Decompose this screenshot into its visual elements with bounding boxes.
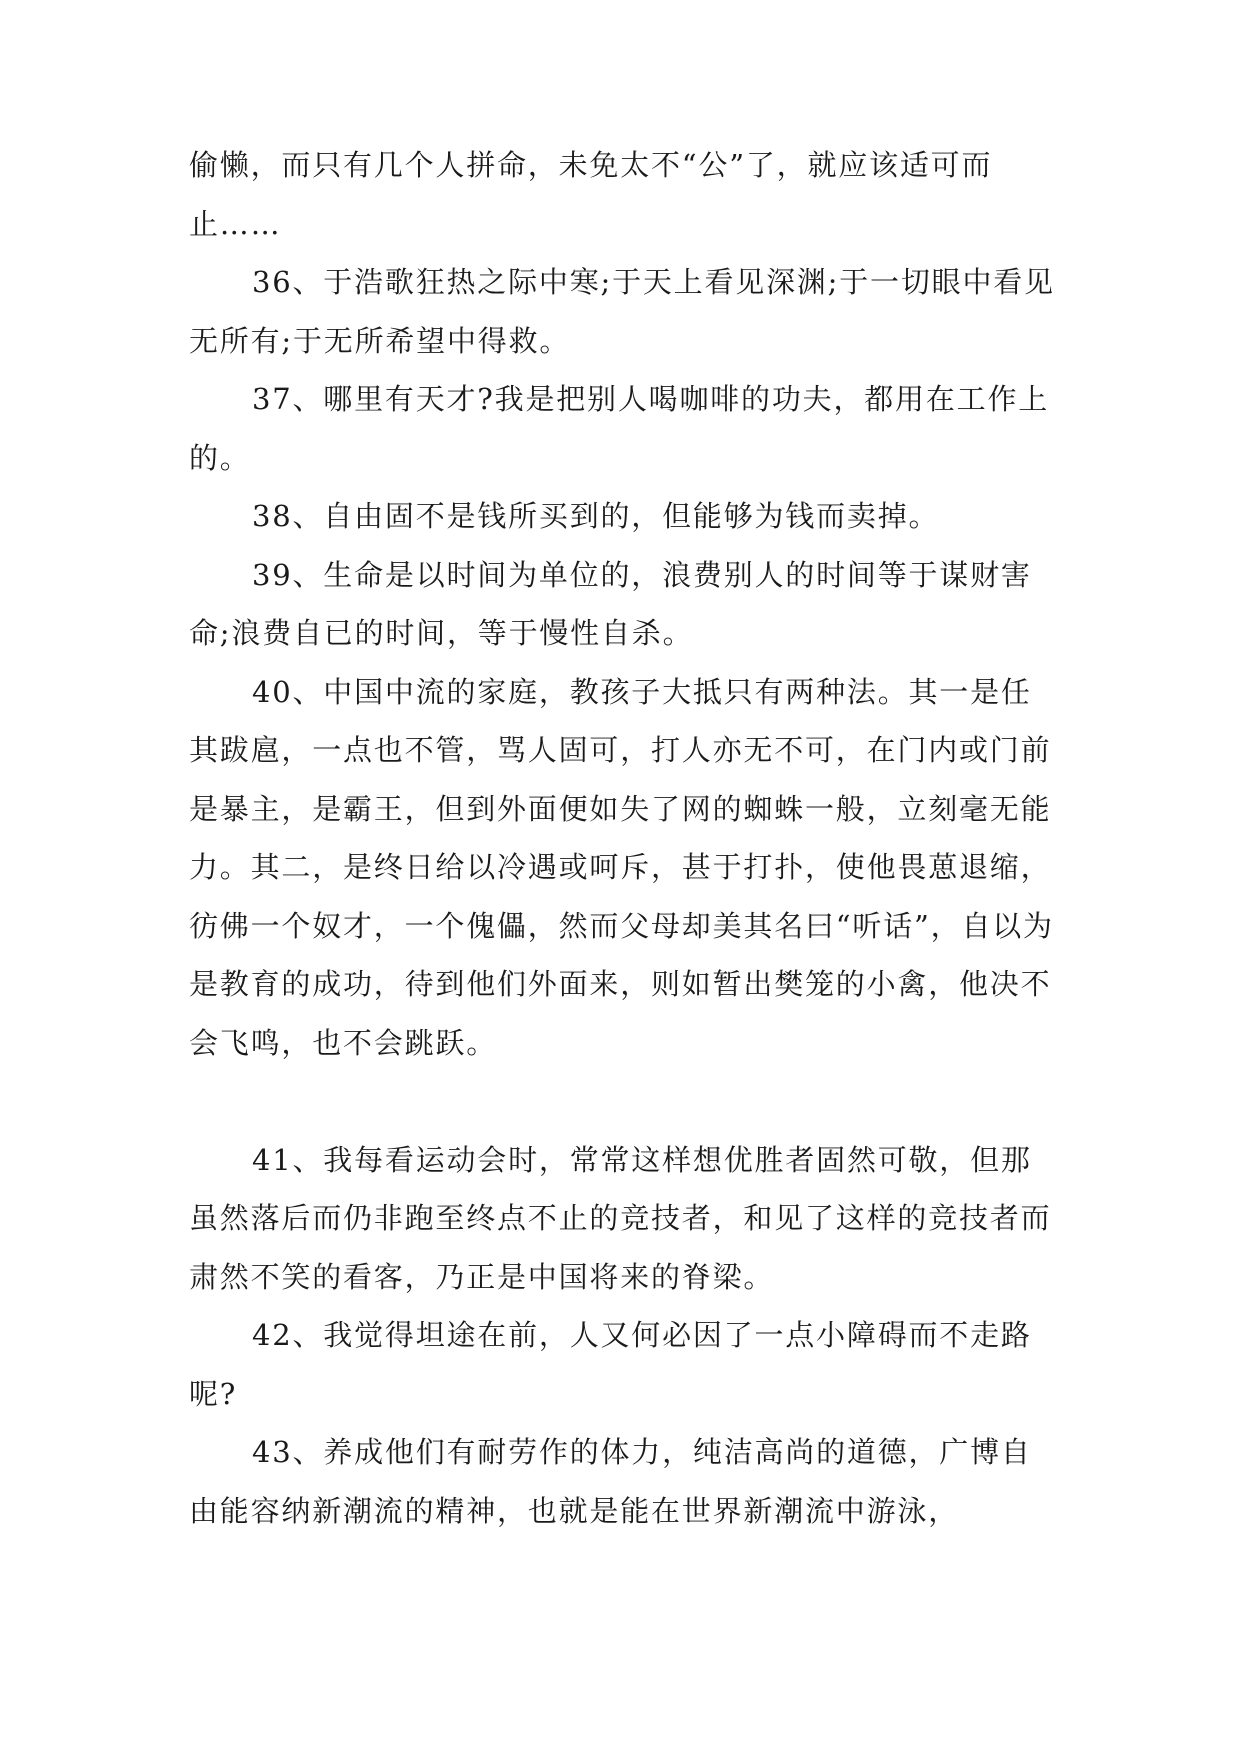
paragraph-39: 39、生命是以时间为单位的，浪费别人的时间等于谋财害命;浪费自已的时间，等于慢性自杀。 bbox=[189, 557, 1032, 650]
paragraph-43: 43、养成他们有耐劳作的体力，纯洁高尚的道德，广博自由能容纳新潮流的精神，也就是能在世界新潮流中游泳， bbox=[189, 1435, 1032, 1528]
paragraph-37: 37、哪里有天才?我是把别人喝咖啡的功夫，都用在工作上的。 bbox=[189, 382, 1050, 475]
paragraph-36: 36、于浩歌狂热之际中寒;于天上看见深渊;于一切眼中看见无所有;于无所希望中得救。 bbox=[189, 265, 1055, 358]
paragraph-38: 38、自由固不是钱所买到的，但能够为钱而卖掉。 bbox=[252, 499, 940, 533]
paragraph-42: 42、我觉得坦途在前，人又何必因了一点小障碍而不走路呢? bbox=[189, 1318, 1032, 1411]
paragraph-40: 40、中国中流的家庭，教孩子大抵只有两种法。其一是任其跋扈，一点也不管，骂人固可，打人亦无不可，在门内或门前是暴主，是霸王，但到外面便如失了网的蜘蛛一般，立刻毫无能力。其二，是终日给以冷遇或呵斥，甚于打扑，使他畏葸退缩，彷佛一个奴才，一个傀儡，然而父母却美其名曰“听话”，自以为是教育的成功，待到他们外面来，则如暂出樊笼的小禽，他决不会飞鸣，也不会跳跃。 bbox=[189, 674, 1054, 1060]
paragraph-continuation: 偷懒，而只有几个人拼命，未免太不“公”了，就应该适可而止…… bbox=[189, 148, 993, 241]
paragraph-41: 41、我每看运动会时，常常这样想优胜者固然可敬，但那虽然落后而仍非跑至终点不止的竞技者，和见了这样的竞技者而肃然不笑的看客，乃正是中国将来的脊梁。 bbox=[189, 1142, 1052, 1294]
paragraph-gap bbox=[189, 1072, 1055, 1131]
document-body bbox=[189, 136, 1055, 1540]
